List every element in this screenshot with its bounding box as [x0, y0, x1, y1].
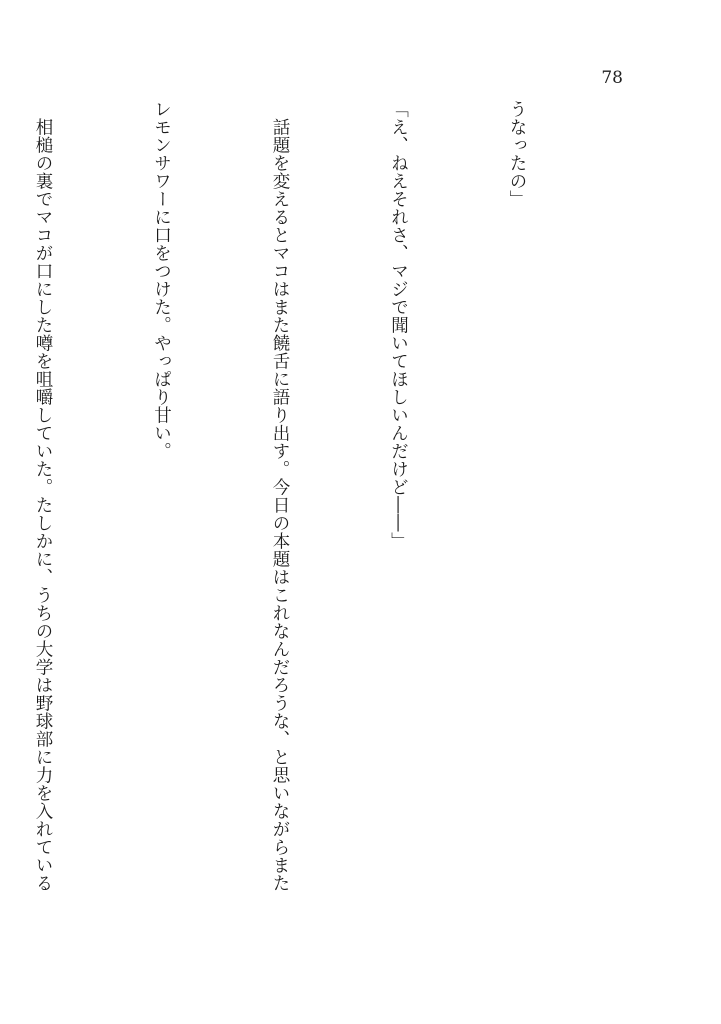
page-number: 78: [601, 68, 623, 88]
text-line: うなったの」: [507, 100, 527, 208]
text-line: 「え、ねえそれさ、マジで聞いてほしいんだけど――」: [388, 100, 409, 550]
body-text: [0, 100, 615, 930]
text-line: レモンサワーに口をつけた。やっぱり甘い。: [151, 100, 172, 460]
text-line: 話題を変えるとマコはまた饒舌に語り出す。今日の本題はこれなんだろうな、と思いながらまた: [270, 100, 290, 892]
text-line: 相槌の裏でマコが口にした噂を咀嚼していた。たしかに、うちの大学は野球部に力を入れている: [33, 100, 53, 892]
